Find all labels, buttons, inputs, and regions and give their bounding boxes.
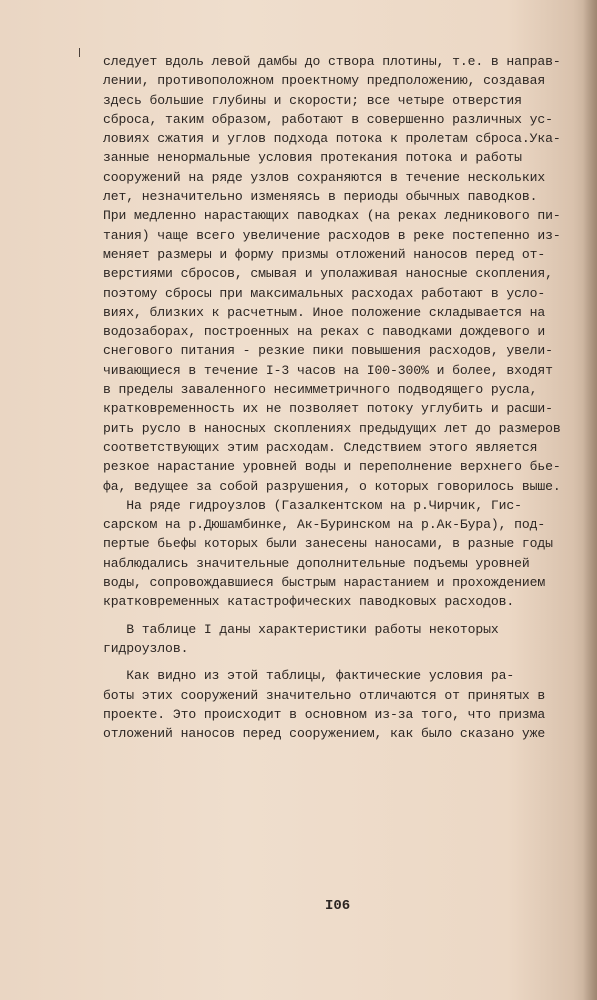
text-line: проекте. Это происходит в основном из-за того, что призма	[103, 706, 546, 722]
text-line: чивающиеся в течение I-3 часов на I00-300% и более, входят	[103, 362, 553, 378]
text-line: боты этих сооружений значительно отличаются от принятых в	[103, 687, 546, 703]
text-line: в пределы заваленного несимметричного подводящего русла,	[103, 382, 538, 398]
text-line: кратковременных катастрофических паводковых расходов.	[103, 594, 515, 610]
paragraph-4	[103, 666, 597, 743]
text-line: резкое нарастание уровней воды и переполнение верхнего бье-	[103, 459, 561, 475]
text-line: сброса, таким образом, работают в совершенно различных ус-	[103, 111, 553, 127]
text-line: На ряде гидроузлов (Газалкентском на р.Чирчик, Гис-	[103, 497, 522, 513]
text-line: кратковременность их не позволяет потоку углубить и расши-	[103, 401, 553, 417]
text-line: занные ненормальные условия протекания потока и работы	[103, 150, 522, 166]
text-line: пертые бьефы которых были занесены наносами, в разные годы	[103, 536, 553, 552]
text-line: верстиями сбросов, смывая и уполаживая наносные скопления,	[103, 266, 553, 282]
paragraph-3	[103, 620, 597, 659]
text-line: лении, противоположном проектному предположению, создавая	[103, 73, 546, 89]
text-line: виях, близких к расчетным. Иное положение складывается на	[103, 304, 546, 320]
margin-mark	[79, 48, 80, 57]
text-line: В таблице I даны характеристики работы некоторых	[103, 621, 499, 637]
text-line: снегового питания - резкие пики повышения расходов, увели-	[103, 343, 553, 359]
paragraph-gap	[103, 612, 597, 620]
text-line: сарском на р.Дюшамбинке, Ак-Буринском на р.Ак-Бура), под-	[103, 517, 546, 533]
text-line: следует вдоль левой дамбы до створа плотины, т.е. в направ-	[103, 54, 561, 69]
text-line: ловиях сжатия и углов подхода потока к пролетам сброса.Ука-	[103, 131, 561, 147]
text-line: фа, ведущее за собой разрушения, о которых говорилось выше.	[103, 478, 561, 494]
paragraph-1	[103, 52, 597, 496]
text-line: гидроузлов.	[103, 640, 189, 656]
paragraph-gap	[103, 658, 597, 666]
text-line: поэтому сбросы при максимальных расходах работают в усло-	[103, 285, 546, 301]
text-line: водозаборах, построенных на реках с паводками дождевого и	[103, 324, 546, 340]
text-line: отложений наносов перед сооружением, как было сказано уже	[103, 726, 546, 742]
paragraph-2	[103, 496, 597, 612]
text-line: лет, незначительно изменяясь в периоды обычных паводков.	[103, 189, 538, 205]
text-line: тания) чаще всего увеличение расходов в реке постепенно из-	[103, 227, 561, 243]
text-line: воды, сопровождавшиеся быстрым нарастанием и прохождением	[103, 575, 546, 591]
text-line: рить русло в наносных скоплениях предыдущих лет до размеров	[103, 420, 561, 436]
text-line: здесь большие глубины и скорости; все четыре отверстия	[103, 92, 522, 108]
text-line: Как видно из этой таблицы, фактические условия ра-	[103, 668, 515, 684]
text-line: соответствующих этим расходам. Следствием этого является	[103, 439, 538, 455]
text-line: При медленно нарастающих паводках (на реках ледникового пи-	[103, 208, 561, 224]
body-text	[103, 52, 597, 743]
page-number: I06	[325, 898, 351, 914]
text-line: наблюдались значительные дополнительные подъемы уровней	[103, 555, 530, 571]
text-line: сооружений на ряде узлов сохраняются в течение нескольких	[103, 169, 546, 185]
text-line: меняет размеры и форму призмы отложений наносов перед от-	[103, 246, 546, 262]
